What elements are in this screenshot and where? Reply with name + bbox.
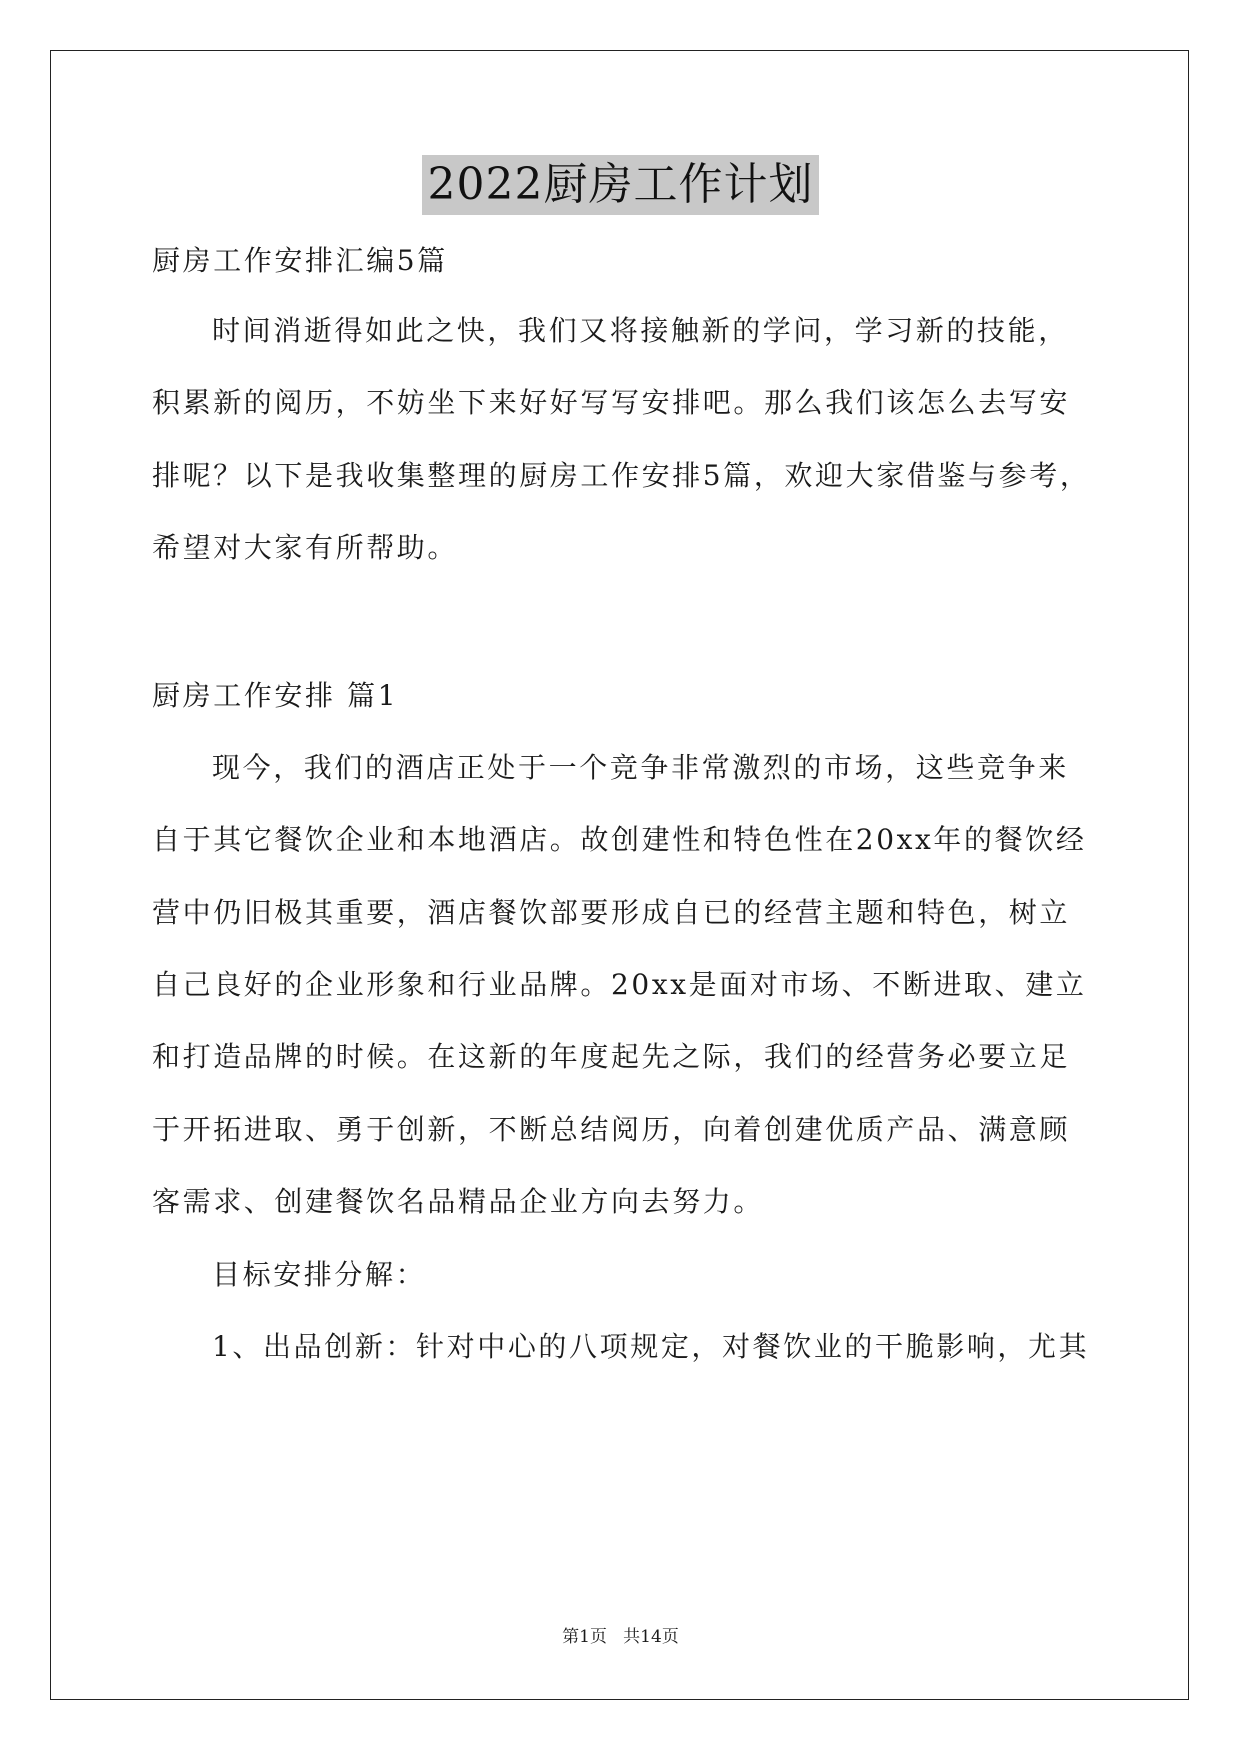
goal-heading: 目标安排分解： [212,1258,427,1291]
intro-line-4: 希望对大家有所帮助。 [152,531,459,564]
intro-line-1: 时间消逝得如此之快，我们又将接触新的学问，学习新的技能， [212,314,1069,347]
document-subtitle: 厨房工作安排汇编5篇 [152,244,448,277]
body-line-5: 和打造品牌的时候。在这新的年度起先之际，我们的经营务必要立足 [152,1040,1071,1073]
intro-line-2: 积累新的阅历，不妨坐下来好好写写安排吧。那么我们该怎么去写安 [152,386,1071,419]
document-title: 2022厨房工作计划 [422,155,820,215]
item-1: 1、出品创新：针对中心的八项规定，对餐饮业的干脆影响，尤其 [212,1330,1090,1363]
body-line-4: 自己良好的企业形象和行业品牌。20xx是面对市场、不断进取、建立 [152,968,1087,1001]
page-footer: 第1页 共14页 [562,1627,679,1647]
title-container [0,155,1241,215]
body-line-7: 客需求、创建餐饮名品精品企业方向去努力。 [152,1185,765,1218]
section-heading: 厨房工作安排 篇1 [152,679,399,712]
body-line-2: 自于其它餐饮企业和本地酒店。故创建性和特色性在20xx年的餐饮经 [152,823,1087,856]
page-border [50,50,1189,1700]
body-line-1: 现今，我们的酒店正处于一个竞争非常激烈的市场，这些竞争来 [212,751,1069,784]
body-line-3: 营中仍旧极其重要，酒店餐饮部要形成自已的经营主题和特色，树立 [152,896,1071,929]
intro-line-3: 排呢？以下是我收集整理的厨房工作安排5篇，欢迎大家借鉴与参考， [152,459,1091,492]
body-line-6: 于开拓进取、勇于创新，不断总结阅历，向着创建优质产品、满意顾 [152,1113,1071,1146]
